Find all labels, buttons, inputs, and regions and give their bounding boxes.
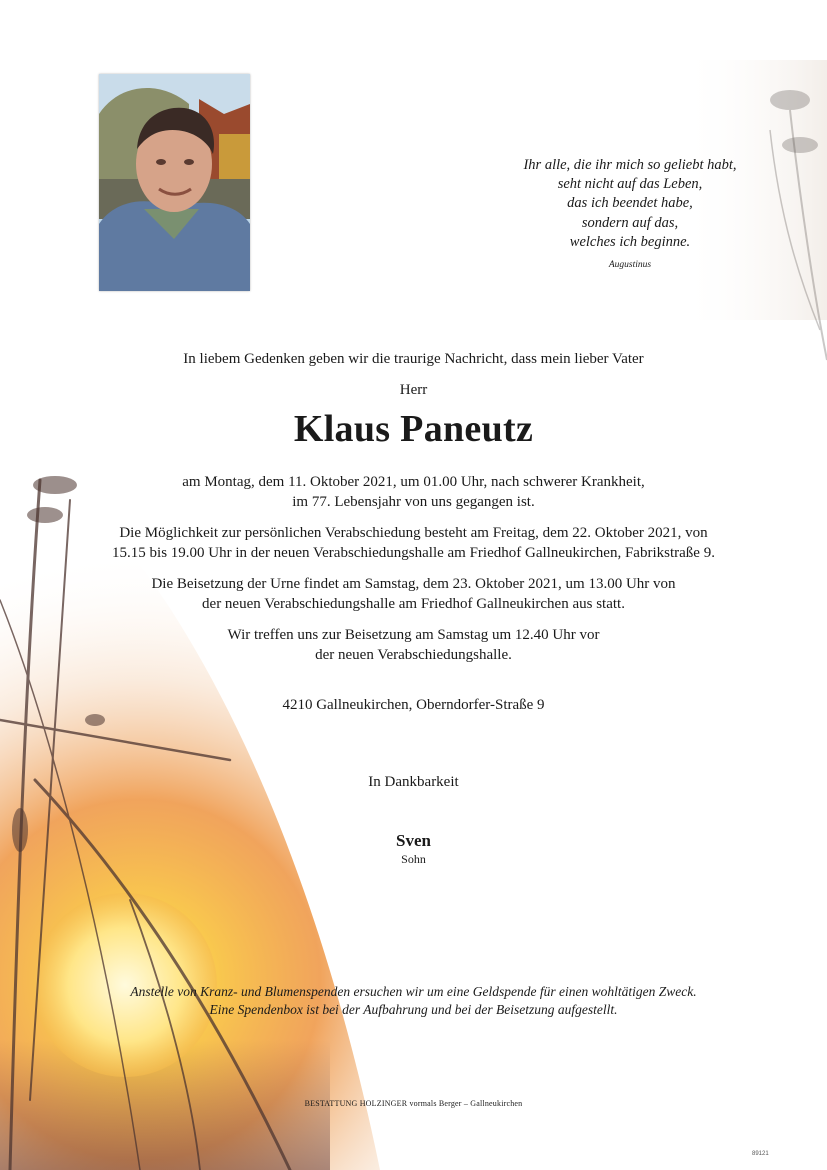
death-notice: [0, 472, 827, 512]
quote-block: [460, 156, 800, 275]
gratitude: In Dankbarkeit: [368, 774, 459, 790]
quote-line: sondern auf das,: [581, 214, 679, 231]
burial-info: [0, 574, 827, 614]
burial-line: der neuen Verabschiedungshalle am Friedhof Gallneukirchen aus statt.: [202, 596, 625, 612]
meeting-line: Wir treffen uns zur Beisetzung am Samstag um 12.40 Uhr vor: [227, 627, 600, 643]
deceased-name: Klaus Paneutz: [293, 408, 534, 450]
quote-author: Augustinus: [608, 260, 652, 271]
mourner-name: Sven: [396, 831, 431, 850]
quote-line: welches ich beginne.: [569, 233, 691, 250]
farewell-line: 15.15 bis 19.00 Uhr in der neuen Verabschiedungshalle am Friedhof Gallneukirchen, Fabrikstraße 9.: [112, 545, 715, 561]
intro-text: In liebem Gedenken geben wir die traurige Nachricht, dass mein lieber Vater: [183, 351, 644, 367]
death-notice-line: am Montag, dem 11. Oktober 2021, um 01.00 Uhr, nach schwerer Krankheit,: [182, 474, 645, 490]
funeral-home-footer: BESTATTUNG HOLZINGER vormals Berger – Gallneukirchen: [304, 1099, 523, 1108]
death-notice-line: im 77. Lebensjahr von uns gegangen ist.: [292, 494, 535, 510]
farewell-line: Die Möglichkeit zur persönlichen Verabschiedung besteht am Freitag, dem 22. Oktober 2021, von: [119, 525, 708, 541]
portrait-photo: [99, 74, 250, 291]
quote-line: seht nicht auf das Leben,: [557, 176, 703, 193]
salutation: Herr: [399, 382, 428, 398]
address: 4210 Gallneukirchen, Oberndorfer-Straße 9: [282, 697, 545, 713]
burial-line: Die Beisetzung der Urne findet am Samstag, dem 23. Oktober 2021, um 13.00 Uhr von: [151, 576, 676, 592]
print-code: 89121: [752, 1151, 769, 1157]
meeting-line: der neuen Verabschiedungshalle.: [315, 647, 512, 663]
donation-line: Anstelle von Kranz- und Blumenspenden ersuchen wir um eine Geldspende für einen wohltätigen Zweck.: [130, 984, 697, 999]
donation-note: [0, 983, 827, 1019]
quote-line: das ich beendet habe,: [567, 195, 693, 212]
mourner-relation: Sohn: [401, 852, 426, 866]
donation-line: Eine Spendenbox ist bei der Aufbahrung und bei der Beisetzung aufgestellt.: [209, 1002, 618, 1017]
meeting-info: [0, 625, 827, 665]
quote-line: Ihr alle, die ihr mich so geliebt habt,: [523, 157, 737, 173]
farewell-info: [0, 523, 827, 563]
